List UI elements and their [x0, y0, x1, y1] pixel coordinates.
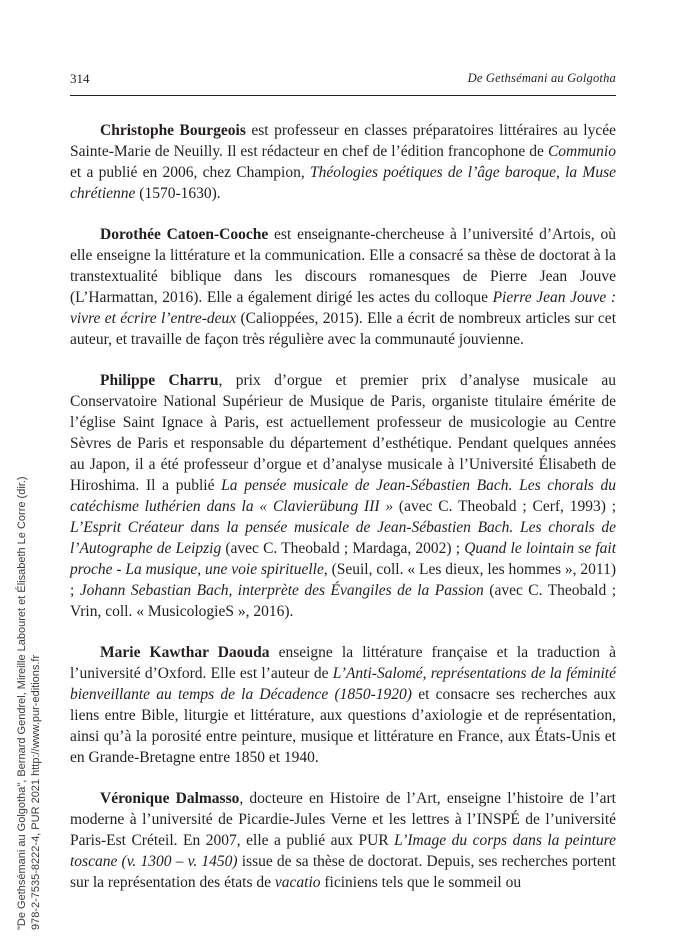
copyright-side-note	[15, 410, 43, 930]
contributor-name: Véronique Dalmasso	[100, 790, 240, 807]
italic-title: La pensée musicale de Jean-Sébastien Bach. Les chorals du catéchisme luthérien dans la « Clavierübung III »	[70, 477, 616, 515]
italic-title: vacatio	[274, 874, 321, 891]
contributor-bio	[70, 226, 616, 348]
contributor-name: Marie Kawthar Daouda	[100, 644, 270, 661]
contributor-name: Dorothée Catoen-Cooche	[100, 226, 269, 243]
header-rule	[70, 95, 616, 96]
italic-title: L’Image du corps dans la peinture toscane (v. 1300 – v. 1450)	[70, 832, 616, 870]
contributor-entry	[70, 224, 616, 350]
italic-title: Théologies poétiques de l’âge baroque, la Muse chrétienne	[70, 164, 616, 202]
bio-text: (avec C. Theobald ; Mardaga, 2002) ;	[221, 540, 465, 557]
contributor-entry	[70, 788, 616, 893]
contributor-bio	[70, 644, 616, 766]
contributor-list	[70, 120, 616, 913]
side-note-line: "De Gethsémani au Golgotha", Bernard Gendrel, Mireille Labouret et Élisabeth Le Corre (dir.)	[16, 476, 28, 930]
bio-text: ficiniens tels que le sommeil ou	[320, 874, 522, 891]
contributor-entry	[70, 642, 616, 768]
bio-text: enseigne la littérature française et la traduction à l’université d’Oxford. Elle est l’auteur de	[70, 644, 617, 682]
bio-text: est enseignante-chercheuse à l’université d’Artois, où elle enseigne la littérature et la communication. Elle a consacré sa thèse de doctorat à la transtextualité biblique dans les discours romanesques de Pierre Jean Jouve (L’Harmattan, 2016). Elle a également dirigé les actes du colloque	[70, 226, 616, 306]
bio-text: (avec C. Theobald ; Cerf, 1993) ;	[393, 498, 616, 515]
bio-text: , (Seuil, coll. « Les dieux, les hommes », 2011) ;	[70, 561, 617, 599]
bio-text: (avec C. Theobald ; Vrin, coll. « MusicologieS », 2016).	[70, 582, 616, 620]
italic-title: L’Esprit Créateur dans la pensée musicale de Jean-Sébastien Bach. Les chorals de l’Autographe de Leipzig	[70, 519, 616, 557]
bio-text: , docteure en Histoire de l’Art, enseigne l’histoire de l’art moderne à l’université de Picardie-Jules Verne et les lettres à l’INSPÉ de l’université Paris-Est Créteil. En 2007, elle a publié aux PUR	[70, 790, 616, 849]
italic-title: Quand le lointain se fait proche - La musique, une voie spirituelle	[70, 540, 616, 578]
bio-text: (Calioppées, 2015). Elle a écrit de nombreux articles sur cet auteur, et travaille de façon très régulière avec la communauté jouvienne.	[70, 310, 616, 348]
italic-title: Johann Sebastian Bach, interprète des Évangiles de la Passion	[79, 582, 484, 599]
contributor-name: Philippe Charru	[100, 372, 219, 389]
contributor-bio	[70, 372, 616, 620]
bio-text: et consacre ses recherches aux liens entre Bible, liturgie et littérature, aux questions d’axiologie et de représentation, ainsi qu’à la porosité entre peinture, musique et littérature en France, aux États-Unis et en Grande-Bretagne entre 1850 et 1940.	[70, 686, 616, 766]
bio-text: issue de sa thèse de doctorat. Depuis, ses recherches portent sur la représentation des états de	[70, 853, 616, 891]
contributor-entry	[70, 120, 616, 204]
bio-text: et a publié en 2006, chez Champion,	[70, 164, 310, 181]
contributor-entry	[70, 370, 616, 622]
running-title: De Gethsémani au Golgotha	[467, 71, 616, 85]
italic-title: L’Anti-Salomé, représentations de la féminité bienveillante au temps de la Décadence (1850-1920)	[70, 665, 616, 703]
italic-title: Communio	[547, 143, 616, 160]
bio-text: , prix d’orgue et premier prix d’analyse musicale au Conservatoire National Supérieur de Musique de Paris, organiste titulaire émérite de l’église Saint Ignace à Paris, est actuellement professeur de musicologie au Centre Sèvres de Paris et responsable du département d’esthétique. Pendant quelques années au Japon, il a été professeur d’orgue et d’analyse musicale à l’Université Élisabeth de Hiroshima. Il a publié	[70, 372, 616, 494]
italic-title: Pierre Jean Jouve : vivre et écrire l’entre-deux	[70, 289, 616, 327]
bio-text: est professeur en classes préparatoires littéraires au lycée Sainte-Marie de Neuilly. Il est rédacteur en chef de l’édition francophone de	[70, 122, 617, 160]
contributor-name: Christophe Bourgeois	[100, 122, 246, 139]
side-note-line: 978-2-7535-8222-4, PUR 2021 http://www.pur-editions.fr	[30, 654, 42, 930]
bio-text: (1570-1630).	[135, 185, 221, 202]
page-number: 314	[70, 71, 90, 86]
